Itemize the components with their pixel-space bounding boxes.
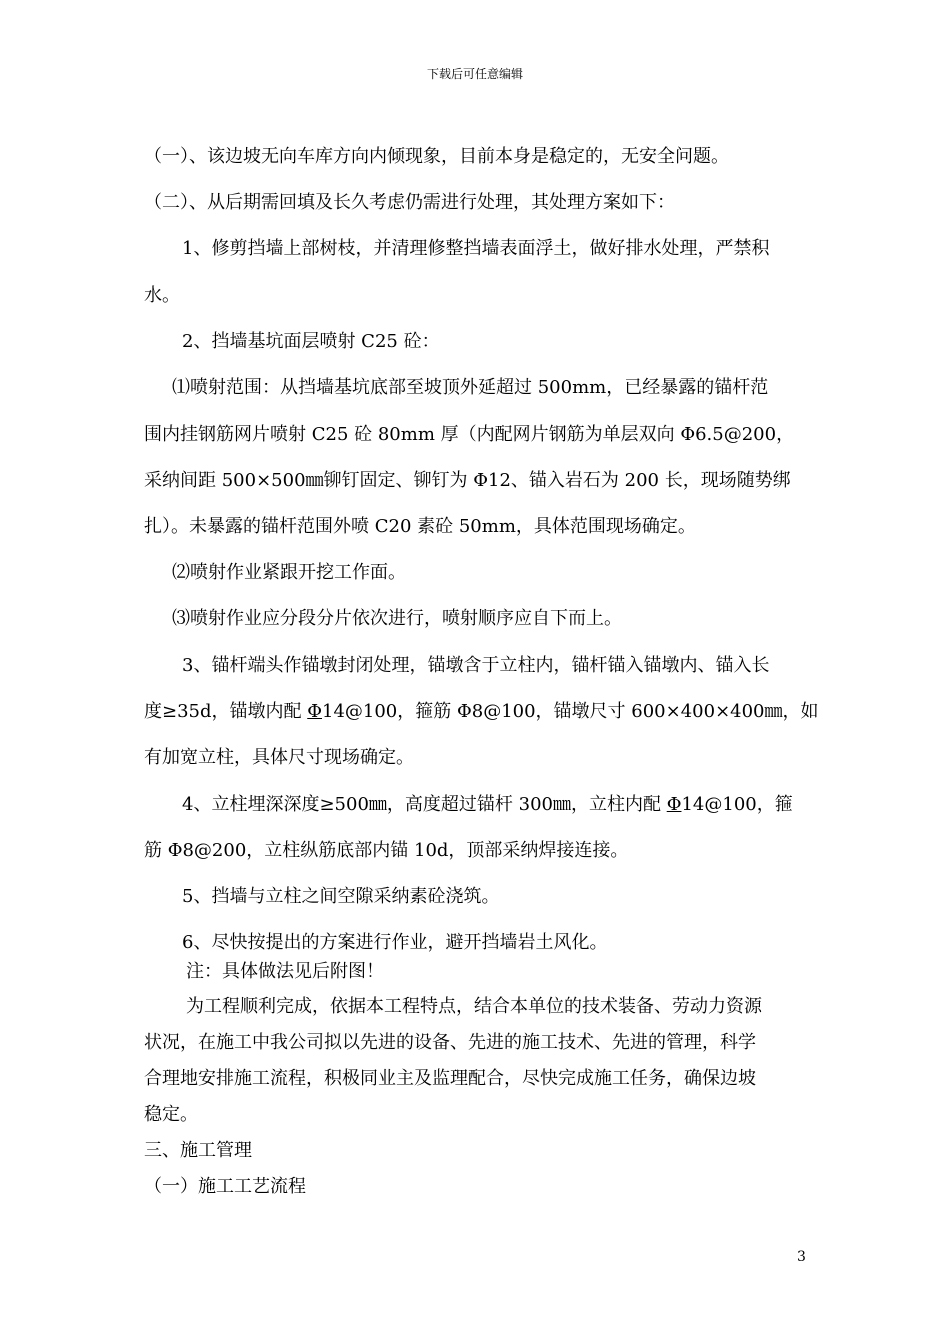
- paragraph-slope-stable: （一）、该边坡无向车库方向内倾现象，目前本身是稳定的，无安全问题。: [144, 146, 729, 167]
- item-2-heading: 2、挡墙基坑面层喷射 C25 砼：: [182, 331, 440, 352]
- item-2-1-line-4: 扎）。未暴露的锚杆范围外喷 C20 素砼 50mm，具体范围现场确定。: [144, 516, 696, 537]
- item-2-1-line-1: ⑴喷射范围：从挡墙基坑底部至坡顶外延超过 500mm，已经暴露的锚杆范: [172, 377, 769, 398]
- item-2-1-line-2: 围内挂钢筋网片喷射 C25 砼 80mm 厚（内配网片钢筋为单层双向 Φ6.5@200，: [144, 424, 795, 445]
- item-1-line-2: 水。: [144, 285, 180, 306]
- closing-line-1: 为工程顺利完成，依据本工程特点，结合本单位的技术装备、劳动力资源: [186, 996, 762, 1017]
- item-3-line-1: 3、锚杆端头作锚墩封闭处理，锚墩含于立柱内，锚杆锚入锚墩内、锚入长: [182, 655, 770, 676]
- item-2-3: ⑶喷射作业应分段分片依次进行，喷射顺序应自下而上。: [172, 608, 622, 629]
- closing-line-3: 合理地安排施工流程，积极同业主及监理配合，尽快完成施工任务，确保边坡: [144, 1068, 756, 1089]
- rebar-symbol-underlined: Φ: [666, 794, 682, 815]
- section-3-heading: 三、施工管理: [144, 1140, 252, 1161]
- item-2-1-line-3: 采纳间距 500×500㎜铆钉固定、铆钉为 Φ12、锚入岩石为 200 长，现场随势绑: [144, 470, 791, 491]
- section-3-subheading: （一）施工工艺流程: [144, 1176, 306, 1197]
- item-4-line-2: 筋 Φ8@200，立柱纵筋底部内锚 10d，顶部采纳焊接连接。: [144, 840, 629, 861]
- item-3-line-3: 有加宽立柱，具体尺寸现场确定。: [144, 747, 414, 768]
- closing-line-2: 状况，在施工中我公司拟以先进的设备、先进的施工技术、先进的管理，科学: [144, 1032, 756, 1053]
- item-6: 6、尽快按提出的方案进行作业，避开挡墙岩土风化。: [182, 932, 608, 953]
- closing-line-4: 稳定。: [144, 1104, 198, 1125]
- item-1-line-1: 1、修剪挡墙上部树枝，并清理修整挡墙表面浮土，做好排水处理，严禁积: [182, 238, 770, 259]
- rebar-symbol-underlined: Φ: [307, 701, 322, 722]
- item-3-line-2-text-a: 度≥35d，锚墩内配: [144, 701, 308, 722]
- paragraph-treatment-intro: （二）、从后期需回填及长久考虑仍需进行处理，其处理方案如下：: [144, 192, 675, 213]
- item-4-line-1-text-b: 14@100，箍: [681, 794, 793, 815]
- item-2-2: ⑵喷射作业紧跟开挖工作面。: [172, 562, 406, 583]
- item-4-line-1-text-a: 4、立柱埋深深度≥500㎜，高度超过锚杆 300㎜，立柱内配: [182, 794, 667, 815]
- note-line: 注：具体做法见后附图！: [186, 961, 384, 982]
- page-header-note: 下载后可任意编辑: [426, 67, 523, 81]
- item-4-line-1: [182, 793, 814, 817]
- item-3-line-2-text-b: 14@100，箍筋 Φ8@100，锚墩尺寸 600×400×400㎜，如: [322, 701, 819, 722]
- item-5: 5、挡墙与立柱之间空隙采纳素砼浇筑。: [182, 886, 500, 907]
- page-number: 3: [797, 1249, 806, 1265]
- item-3-line-2: [144, 700, 819, 724]
